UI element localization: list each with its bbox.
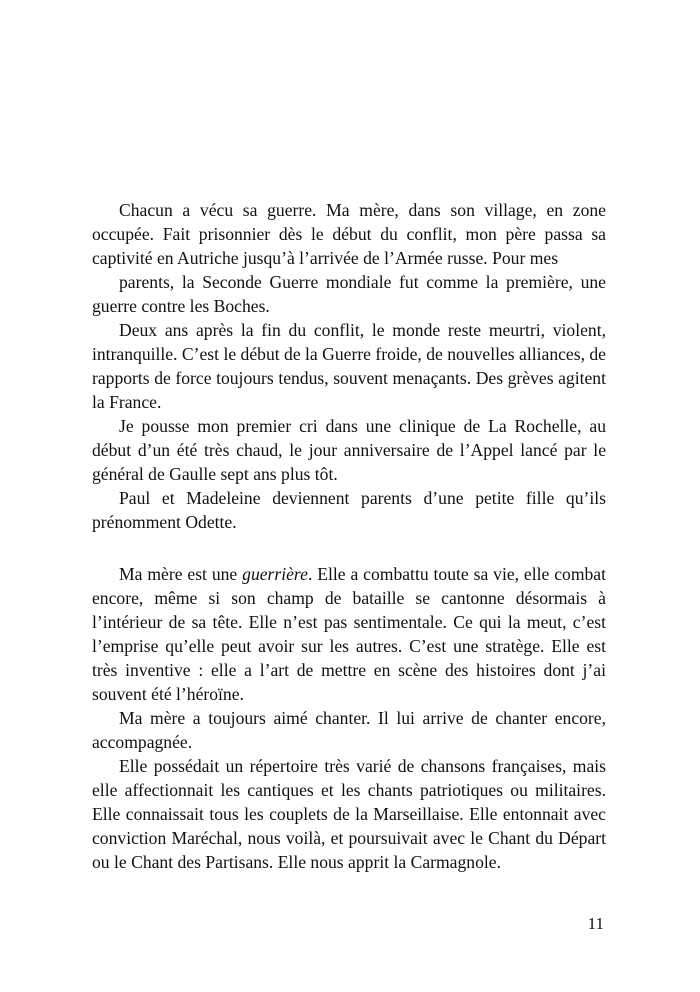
text-section-2: [92, 562, 606, 874]
paragraph: parents, la Seconde Guerre mondiale fut comme la première, une guerre contre les Boches.: [92, 272, 606, 316]
page-number: 11: [587, 914, 604, 933]
paragraph-text: . Elle a combattu toute sa vie, elle combat encore, même si son champ de bataille se cantonne désormais à l’intérieur de sa tête. Elle n’est pas sentimentale. Ce qui la meut, c’est l’emprise qu’elle peut avoir sur les autres. C’est une stratège. Elle est très inventive : elle a l’art de mettre en scène des histoires dont j’ai souvent été l’héroïne.: [92, 564, 606, 704]
paragraph: Deux ans après la fin du conflit, le monde reste meurtri, violent, intranquille. C’est le début de la Guerre froide, de nouvelles alliances, de rapports de force toujours tendus, souvent menaçants. Des grèves agitent la France.: [92, 320, 606, 412]
paragraph: Je pousse mon premier cri dans une clinique de La Rochelle, au début d’un été très chaud, le jour anniversaire de l’Appel lancé par le général de Gaulle sept ans plus tôt.: [92, 416, 606, 484]
paragraph: Ma mère a toujours aimé chanter. Il lui arrive de chanter encore, accompagnée.: [92, 708, 606, 752]
paragraph: [92, 562, 606, 706]
paragraph-text: Ma mère est une: [119, 564, 243, 584]
emphasis-text: guerrière: [242, 564, 308, 584]
paragraph: Paul et Madeleine deviennent parents d’une petite fille qu’ils prénomment Odette.: [92, 488, 606, 532]
paragraph: Chacun a vécu sa guerre. Ma mère, dans son village, en zone occupée. Fait prisonnier dès le début du conflit, mon père passa sa captivité en Autriche jusqu’à l’arrivée de l’Armée russe. Pour mes: [92, 200, 606, 268]
paragraph: Elle possédait un répertoire très varié de chansons françaises, mais elle affectionnait les cantiques et les chants patriotiques ou militaires. Elle connaissait tous les couplets de la Marseillaise. Elle entonnait avec conviction Maréchal, nous voilà, et poursuivait avec le Chant du Départ ou le Chant des Partisans. Elle nous apprit la Carmagnole.: [92, 756, 606, 872]
text-section-1: [92, 198, 606, 534]
